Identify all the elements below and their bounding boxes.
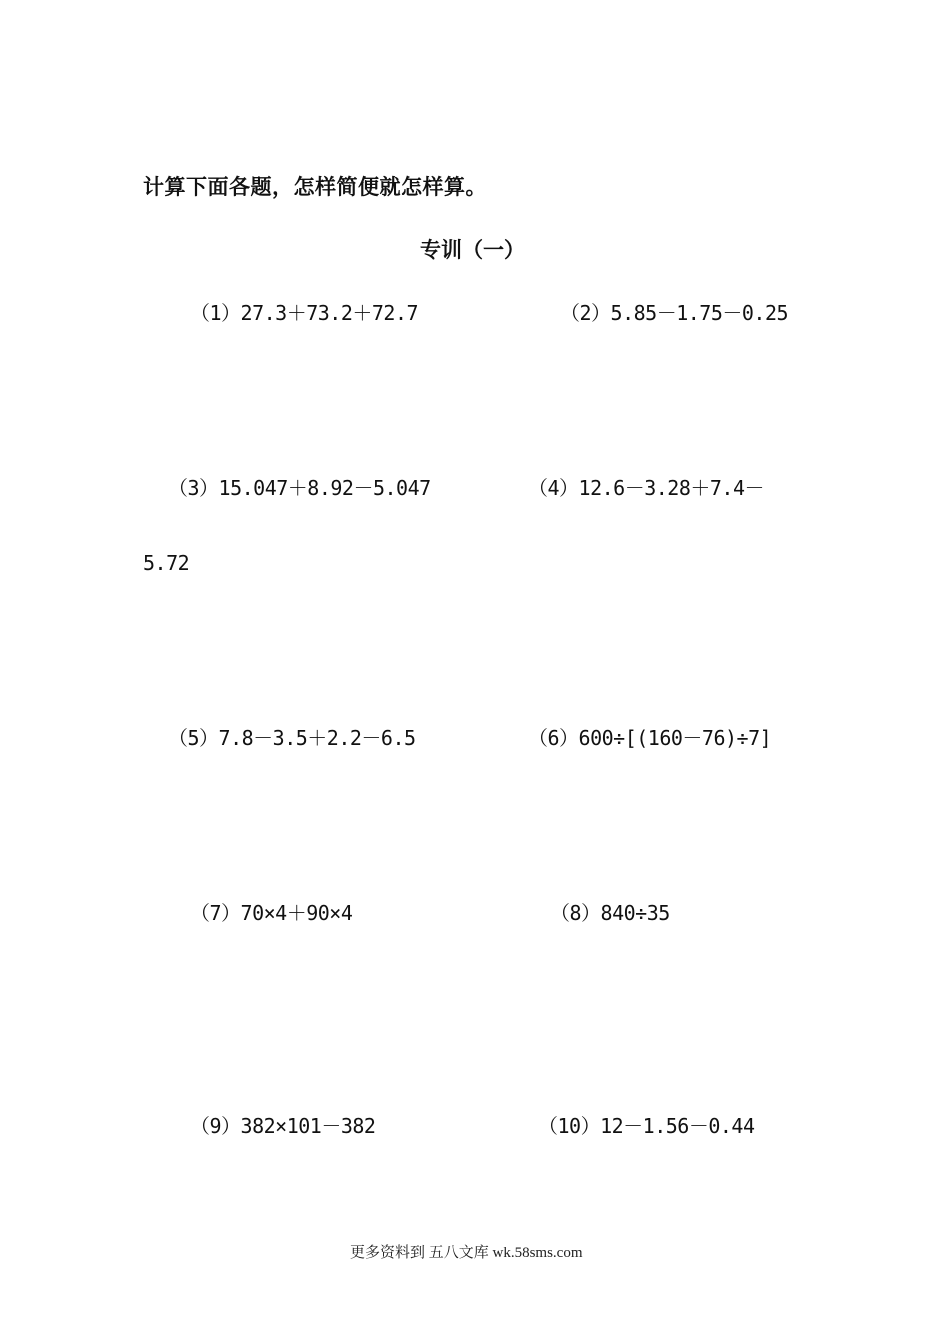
problem-7: （7）70×4＋90×4 xyxy=(190,901,353,925)
instruction-text: 计算下面各题，怎样简便就怎样算。 xyxy=(143,175,487,199)
problem-1: （1）27.3＋73.2＋72.7 xyxy=(190,301,419,325)
footer-link-text[interactable]: 更多资料到 五八文库 wk.58sms.com xyxy=(350,1245,583,1261)
problem-2: （2）5.85－1.75－0.25 xyxy=(560,301,789,325)
problem-4-continuation: 5.72 xyxy=(143,551,190,575)
problem-6: （6）600÷[(160－76)÷7] xyxy=(528,726,772,750)
problem-5: （5）7.8－3.5＋2.2－6.5 xyxy=(168,726,416,750)
section-title: 专训（一） xyxy=(420,238,525,262)
problem-9: （9）382×101－382 xyxy=(190,1114,376,1138)
problem-8: （8）840÷35 xyxy=(550,901,670,925)
problem-4: （4）12.6－3.28＋7.4－ xyxy=(528,476,764,500)
problem-3: （3）15.047＋8.92－5.047 xyxy=(168,476,431,500)
problem-10: （10）12－1.56－0.44 xyxy=(538,1114,755,1138)
